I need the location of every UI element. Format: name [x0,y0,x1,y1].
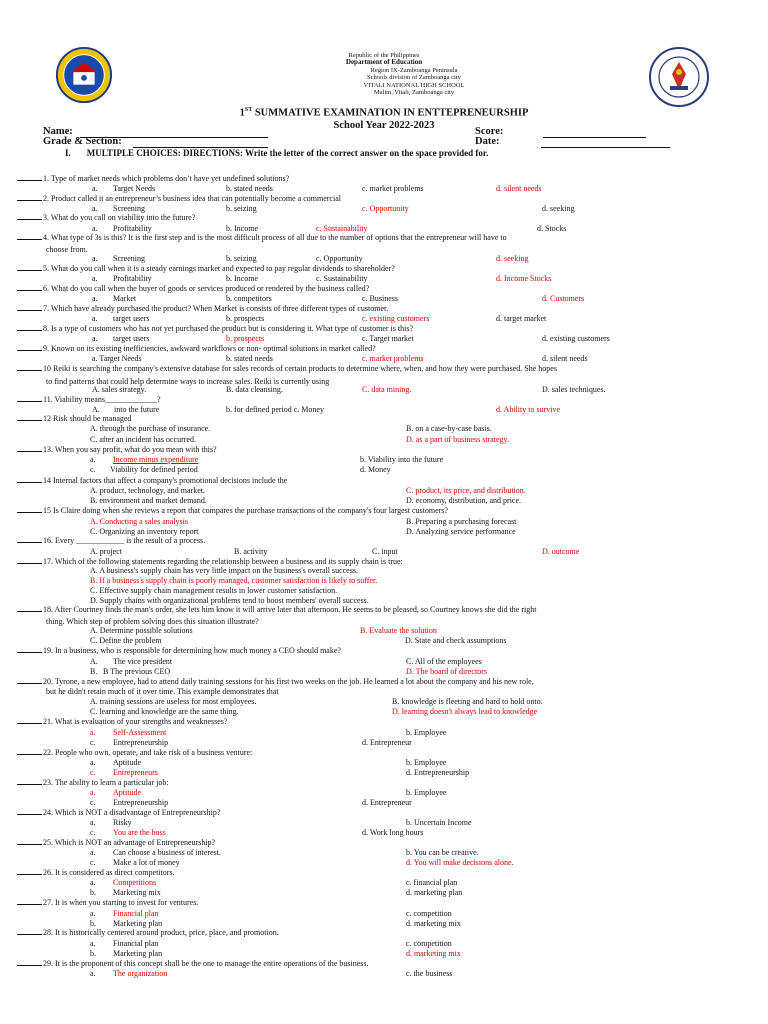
question-row [0,646,341,655]
question-number: 6. [43,284,49,293]
answer-option: C. Organizing an inventory report [90,527,199,536]
answer-option: Make a lot of money [113,858,180,867]
question-number: 11. [43,395,53,404]
answer-option: c. Target market [362,334,414,343]
question-number: 16. [43,536,53,545]
answer-blank[interactable] [17,898,42,905]
answer-option: d. marketing mix [406,919,461,928]
answer-option: D. outcome [542,547,580,556]
answer-blank[interactable] [17,605,42,612]
answer-option: d. seeking [496,254,529,263]
question-text: Which have already purchased the product? When Market is consists of three different types of customer. [49,304,389,313]
answer-blank[interactable] [17,445,42,452]
answer-blank[interactable] [17,838,42,845]
answer-option: c. [90,858,96,867]
answer-option: b. Employee [406,728,447,737]
division-text: Schools division of Zamboanga city [367,74,461,82]
answer-blank[interactable] [17,284,42,291]
answer-option: a. [92,224,98,233]
answer-option: Market [113,294,137,303]
question-row [0,677,534,686]
question-continuation: thing. Which step of problem solving does this situation illustrate? [46,617,259,626]
answer-option: A. product, technology, and market. [90,486,206,495]
question-text: People who own, operate, and take risk of a business venture: [53,748,253,757]
answer-option: d. Entrepreneur [362,798,412,807]
grade-label: Grade & Section: [43,136,122,147]
answer-option: A. A business's supply chain has very little impact on the business's overall success. [90,566,358,575]
question-number: 29. [43,959,53,968]
answer-option: Risky [113,818,132,827]
answer-blank[interactable] [17,324,42,331]
question-text: In a business, who is responsible for determining how much money a CEO should make? [53,646,341,655]
answer-option: Profitability [113,274,152,283]
answer-option: D. Analyzing service performance [406,527,516,536]
answer-option: d. seeking [542,204,575,213]
republic-text: Republic of the Philippines [348,52,420,59]
question-number: 10 [43,364,51,373]
question-row [0,748,252,757]
answer-option: The vice president [113,657,173,666]
question-text: Product called it an entrepreneur’s business idea that can potentially become a commercial [49,194,341,203]
answer-option: target users [113,334,150,343]
date-field[interactable] [541,147,670,148]
question-row [0,364,557,373]
answer-option: b. [90,888,96,897]
answer-blank[interactable] [17,174,42,181]
answer-blank[interactable] [17,808,42,815]
answer-option: A. Conducting a sales analysis [90,517,188,526]
question-continuation: to find patterns that could help determine ways to increase sales. Reiki is currently using [46,377,330,386]
answer-option: d. Work long hours [362,828,424,837]
answer-option: a. [90,788,96,797]
answer-blank[interactable] [17,194,42,201]
answer-option: B. Preparing a purchasing forecast [406,517,517,526]
score-field[interactable] [543,137,646,138]
answer-blank[interactable] [17,364,42,371]
answer-option: Entrepreneurship [113,798,169,807]
question-number: 17. [43,557,53,566]
school-year: School Year 2022-2023 [333,119,435,131]
answer-blank[interactable] [17,959,42,966]
question-row [0,808,220,817]
question-number: 28. [43,928,53,937]
answer-blank[interactable] [17,778,42,785]
question-text: What do you call on viability into the future? [49,213,196,222]
question-row [0,414,131,423]
answer-option: C. data mining. [362,385,412,394]
question-number: 21. [43,717,53,726]
question-text: After Courtney finds the man's order, she lets him know it will arrive later that afternoon. He seems to be pleased, so Courtney knows she did the right [53,605,537,614]
answer-option: Marketing plan [113,949,163,958]
answer-blank[interactable] [17,264,42,271]
answer-option: c. [90,738,96,747]
answer-option: A. [92,405,100,414]
answer-option: b. stated needs [226,354,273,363]
answer-option: a. [92,204,98,213]
answer-option: a. [90,909,96,918]
answer-blank[interactable] [17,506,42,513]
answer-option: c. Sustainability [316,224,368,233]
answer-option: d. Ability to survive [496,405,560,414]
answer-option: d. marketing mix [406,949,461,958]
answer-option: C. All of the employees [406,657,482,666]
question-number: 8. [43,324,49,333]
answer-option: B. [90,667,98,676]
question-number: 3. [43,213,49,222]
answer-blank[interactable] [17,344,42,351]
answer-option: d. existing customers [542,334,610,343]
answer-option: d. You will make decisions alone. [406,858,514,867]
question-row [0,395,161,404]
question-text: Tyrone, a new employee, had to attend daily training sessions for his first two weeks on the job. He learned a lot about the company and his new role, [53,677,534,686]
question-text: Is a type of customers who has not yet purchased the product but is considering it. What type of customer is this? [49,324,413,333]
answer-option: c. [90,798,96,807]
question-text: What type of 3s is this? It is the first step and is the most difficult process of all due to the number of options that the entrepreneur will have to [49,233,507,242]
answer-option: c. financial plan [406,878,458,887]
question-text: It is considered as direct competitors. [53,868,175,877]
answer-blank[interactable] [17,476,42,483]
question-row [0,557,403,566]
question-row [0,838,215,847]
answer-option: Can choose a business of interest. [113,848,221,857]
answer-option: a. [92,184,98,193]
answer-option: a. [90,758,96,767]
answer-blank[interactable] [17,395,42,402]
answer-option: c. Opportunity [316,254,363,263]
answer-option: B. Evaluate the solution [360,626,437,635]
answer-option: B. data cleansing. [226,385,283,394]
answer-option: B. environment and market demand. [90,496,207,505]
answer-option: B. on a case-by-case basis. [406,424,492,433]
letterhead [0,52,768,96]
question-number: 14 [43,476,51,485]
answer-option: a. [92,274,98,283]
answer-option: a. [92,294,98,303]
answer-option: Aptitude [113,758,141,767]
question-text: It is historically centered around product, price, place, and promotion. [53,928,279,937]
answer-option: Marketing mix [113,888,161,897]
answer-option: a. [90,455,96,464]
answer-option: Screening [113,204,145,213]
question-row [0,324,413,333]
question-number: 19. [43,646,53,655]
answer-option: d. silent needs [542,354,588,363]
answer-option: into the future [114,405,160,414]
answer-option: Marketing plan [113,919,163,928]
question-row [0,717,227,726]
question-number: 5. [43,264,49,273]
answer-option: a. [90,818,96,827]
answer-option: b. prospects [226,314,265,323]
answer-option: B. knowledge is fleeting and hard to hold onto. [392,697,543,706]
answer-option: D. sales techniques. [542,385,606,394]
question-number: 1. [43,174,49,183]
answer-option: b. [90,919,96,928]
answer-option: A. training sessions are useless for most employees. [90,697,257,706]
answer-option: Profitability [113,224,152,233]
answer-option: target users [113,314,150,323]
question-text: It is when you starting to invest for ventures. [53,898,199,907]
answer-blank[interactable] [17,928,42,935]
question-number: 12 [43,414,51,423]
answer-option: a. [90,969,96,978]
answer-option: a. [92,314,98,323]
answer-option: b. prospects [226,334,265,343]
answer-option: b. stated needs [226,184,273,193]
question-row [0,476,287,485]
question-row [0,304,388,313]
question-text: What do you call when it is a steady earnings market and expected to pay regular dividends to shareholder? [49,264,395,273]
answer-option: A. Determine possible solutions [90,626,193,635]
question-text: What do you call when the buyer of goods or services produced or rendered by the business called? [49,284,370,293]
answer-option: C. Define the problem [90,636,162,645]
question-row [0,536,205,545]
question-text: Viability means_____________? [52,395,161,404]
question-row [0,959,368,968]
answer-option: d. Entrepreneur [362,738,412,747]
answer-option: B. If a business's supply chain is poorly managed, customer satisfaction is likely to suffer. [90,576,378,585]
answer-option: b. for defined period c. Money [226,405,324,414]
school-name: VITALI NATIONAL HIGH SCHOOL [363,81,465,89]
question-continuation: choose from. [46,245,88,254]
question-number: 23. [43,778,53,787]
question-number: 24. [43,808,53,817]
answer-option: a. [90,878,96,887]
question-row [0,605,536,614]
question-text: Risk should be managed [51,414,132,423]
answer-option: C. learning and knowledge are the same thing. [90,707,239,716]
question-row [0,506,448,515]
answer-option: b. Employee [406,758,447,767]
region-text: Region IX-Zamboanga Peninsula [370,66,458,74]
answer-option: c. [90,768,96,777]
answer-option: a. [90,728,96,737]
answer-option: c. market problems [362,184,424,193]
question-text: Known on its existing inefficiencies, awkward workflows or non- optimal solutions in market called? [49,344,376,353]
question-row [0,213,195,222]
question-number: 26. [43,868,53,877]
answer-option: c. competition [406,939,452,948]
answer-option: b. Employee [406,788,447,797]
answer-option: a. Target Needs [92,354,142,363]
answer-option: d. marketing plan [406,888,463,897]
answer-option: a. [92,334,98,343]
answer-option: d. Customers [542,294,585,303]
answer-option: A. sales strategy. [92,385,147,394]
answer-option: d. Stocks [537,224,567,233]
answer-option: The organization [113,969,168,978]
answer-option: c. [90,465,96,474]
answer-option: b. competitors [226,294,272,303]
school-address: Malim, Vitali, Zamboanga city [373,89,455,97]
answer-option: C. Effective supply chain management results in lower customer satisfaction. [90,586,338,595]
question-text: Reiki is searching the company's extensive database for sales records of certain products to determine where, when, and how they were purchased. She hopes [51,364,557,373]
question-number: 13. [43,445,53,454]
answer-option: c. market problems [362,354,424,363]
answer-option: b. You can be creative. [406,848,479,857]
question-continuation: but he didn't retain much of it over time. This example demonstrates that [46,687,279,696]
answer-blank[interactable] [17,677,42,684]
question-text: Which is NOT a disadvantage of Entrepreneurship? [53,808,221,817]
answer-blank[interactable] [17,557,42,564]
answer-option: C. product, its price, and distribution. [406,486,526,495]
question-row [0,284,369,293]
answer-option: Income minus expenditure [113,455,199,464]
answer-option: d. target market [496,314,547,323]
question-number: 20. [43,677,53,686]
answer-option: C. after an incident has occurred. [90,435,196,444]
answer-option: Target Needs [113,184,156,193]
answer-option: b. Income [226,224,258,233]
answer-option: Financial plan [113,909,159,918]
answer-option: d. silent needs [496,184,542,193]
answer-option: a. [90,939,96,948]
question-row [0,778,169,787]
section-heading: I. MULTIPLE CHOICES: DIRECTIONS: Write the letter of the correct answer on the space provided for. [65,148,489,158]
answer-option: You are the boss [113,828,166,837]
answer-blank[interactable] [17,414,42,421]
date-label: Date: [475,136,500,147]
answer-option: D. The board of directors [406,667,487,676]
name-label: Name: [43,126,73,137]
question-text: Which of the following statements regarding the relationship between a business and its supply chain is true: [53,557,403,566]
answer-blank[interactable] [17,748,42,755]
question-row [0,264,395,273]
answer-blank[interactable] [17,213,42,220]
answer-blank[interactable] [17,646,42,653]
answer-option: b. Income [226,274,258,283]
answer-option: D. State and check assumptions [405,636,507,645]
answer-option: c. the business [406,969,453,978]
question-text: It is the proponent of this concept shall be the one to manage the entire operations of the business. [53,959,369,968]
answer-option: b. seizing [226,204,257,213]
answer-blank[interactable] [17,717,42,724]
answer-option: D. learning doesn't always lead to knowledge [392,707,538,716]
question-text: The ability to learn a particular job: [53,778,169,787]
answer-option: A. [90,657,98,666]
question-number: 9. [43,344,49,353]
answer-option: d. Money [360,465,391,474]
answer-option: D. as a part of business strategy. [406,435,510,444]
question-row [0,233,507,242]
answer-option: b. [90,949,96,958]
answer-option: B The previous CEO [103,667,171,676]
question-row [0,174,289,183]
answer-option: c. Opportunity [362,204,409,213]
question-row [0,445,217,454]
answer-option: b. Viability into the future [360,455,444,464]
answer-option: c. Sustainability [316,274,368,283]
answer-option: c. competition [406,909,452,918]
answer-option: C. input [372,547,398,556]
question-number: 15 [43,506,51,515]
question-number: 2. [43,194,49,203]
answer-option: b. seizing [226,254,257,263]
question-number: 27. [43,898,53,907]
question-number: 7. [43,304,49,313]
answer-option: a. [92,254,98,263]
question-text: When you say profit, what do you mean with this? [53,445,217,454]
answer-option: D. Supply chains with organizational problems tend to boost members' overall success. [90,596,369,605]
question-row [0,928,279,937]
question-row [0,898,198,907]
answer-option: d. Income Stocks [496,274,552,283]
answer-option: b. Uncertain Income [406,818,472,827]
question-row [0,194,341,203]
department-text: Department of Education [345,58,423,67]
answer-blank[interactable] [17,233,42,240]
answer-option: c. Business [362,294,398,303]
score-label: Score: [475,126,504,137]
answer-option: a. [90,848,96,857]
question-text: Type of market needs which problems don’t have yet undefined solutions? [49,174,290,183]
answer-option: A. through the purchase of insurance. [90,424,211,433]
question-number: 4. [43,233,49,242]
answer-option: Self-Assessment [113,728,167,737]
question-text: Every ____________ is the result of a process. [53,536,206,545]
answer-blank[interactable] [17,536,42,543]
answer-option: c. existing customers [362,314,430,323]
question-row [0,344,376,353]
answer-option: d. Entrepreneurship [406,768,470,777]
question-text: Is Claire doing when she reviews a report that compares the purchase transactions of the company's four largest customers? [51,506,448,515]
question-text: Internal factors that affect a company's promotional decisions include the [51,476,288,485]
answer-blank[interactable] [17,304,42,311]
answer-option: Financial plan [113,939,159,948]
question-number: 18. [43,605,53,614]
question-row [0,868,175,877]
question-text: Which is NOT an advantage of Entrepreneurship? [53,838,216,847]
answer-option: Competitions [113,878,157,887]
answer-option: c. [90,828,96,837]
answer-option: Screening [113,254,145,263]
question-number: 22. [43,748,53,757]
answer-option: D. economy, distribution, and price. [406,496,522,505]
answer-option: Entrepreneurs [113,768,158,777]
exam-title: 1ST SUMMATIVE EXAMINATION IN ENTTEPRENEURSHIP School Year 2022-2023 [0,104,768,132]
answer-option: A. project [90,547,122,556]
answer-option: B. activity [234,547,268,556]
answer-option: Entrepreneurship [113,738,169,747]
question-number: 25. [43,838,53,847]
answer-option: Aptitude [113,788,141,797]
answer-blank[interactable] [17,868,42,875]
question-text: What is evaluation of your strengths and weaknesses? [53,717,228,726]
answer-option: Viability for defined period [110,465,198,474]
